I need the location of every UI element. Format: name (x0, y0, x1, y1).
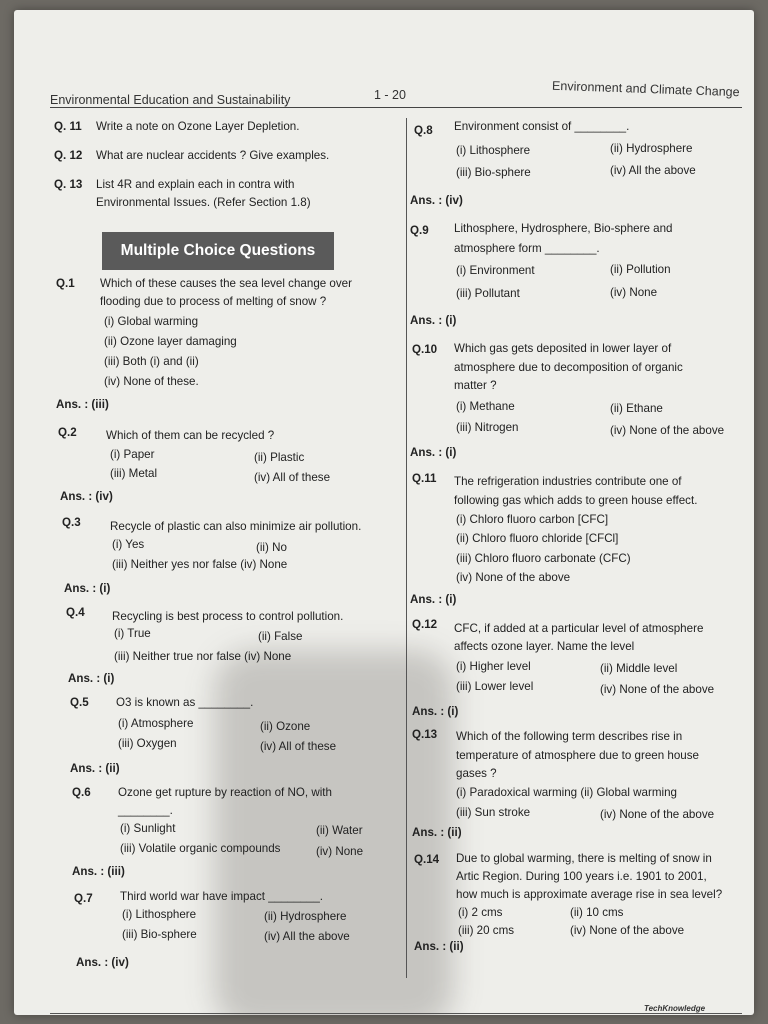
question-text: (iv) None of the above (600, 808, 715, 821)
question-text: Which of these causes the sea level change over (100, 277, 352, 290)
question-text: CFC, if added at a particular level of atmosphere (454, 622, 704, 635)
question-label: Q.13 (412, 728, 438, 741)
question-label: Q.4 (66, 606, 85, 619)
question-label: Ans. : (iii) (72, 865, 125, 878)
question-text: Recycle of plastic can also minimize air pollution. (110, 520, 362, 533)
question-label: Q.2 (58, 426, 77, 439)
question-label: Q.10 (412, 343, 438, 356)
question-text: affects ozone layer. Name the level (454, 640, 635, 653)
question-text: (i) True (114, 627, 151, 640)
question-label: Ans. : (iv) (410, 194, 463, 207)
question-label: Ans. : (ii) (70, 762, 120, 775)
question-label: Ans. : (i) (64, 582, 111, 595)
question-label: Q.1 (56, 277, 75, 290)
question-text: (iv) None (610, 286, 658, 299)
question-text: (iv) None of the above (456, 571, 571, 584)
question-text: (ii) Ozone (260, 720, 311, 733)
question-text: (iv) None of these. (104, 375, 199, 388)
question-text: following gas which adds to green house effect. (454, 494, 698, 507)
question-text: (ii) Chloro fluoro chloride [CFCl] (456, 532, 619, 545)
question-label: Ans. : (i) (410, 314, 457, 327)
question-label: Q. 12 (54, 149, 83, 162)
question-text: (ii) Pollution (610, 263, 671, 276)
question-text: (iv) None of the above (600, 683, 715, 696)
question-text: (iii) Pollutant (456, 287, 520, 300)
question-text: (iv) All of these (254, 471, 331, 484)
question-text: Which gas gets deposited in lower layer of (454, 342, 672, 355)
question-label: Ans. : (iv) (76, 956, 129, 969)
question-label: Ans. : (ii) (412, 826, 462, 839)
question-text: (i) Paper (110, 448, 155, 461)
question-text: Environment consist of ________. (454, 120, 630, 133)
question-text: What are nuclear accidents ? Give examples. (96, 149, 330, 162)
question-label: Ans. : (i) (412, 705, 459, 718)
question-text: (ii) Hydrosphere (264, 910, 347, 923)
question-text: Artic Region. During 100 years i.e. 1901 to 2001, (456, 870, 707, 883)
question-label: Q.14 (414, 853, 440, 866)
publisher-logo: TechKnowledge (644, 1004, 706, 1013)
question-text: atmosphere form ________. (454, 242, 600, 255)
question-text: (iii) Bio-sphere (122, 928, 197, 941)
question-label: Ans. : (i) (410, 593, 457, 606)
question-text: (ii) Ozone layer damaging (104, 335, 237, 348)
question-text: ________. (118, 804, 173, 817)
question-text: (ii) Plastic (254, 451, 305, 464)
column-divider (406, 118, 407, 978)
question-label: Q.6 (72, 786, 91, 799)
question-text: (i) Paradoxical warming (ii) Global warming (456, 786, 677, 799)
footer-rule (50, 1013, 742, 1014)
question-text: Recycling is best process to control pollution. (112, 610, 344, 623)
header-subject: Environmental Education and Sustainability (50, 93, 291, 107)
question-label: Ans. : (iv) (60, 490, 113, 503)
question-text: (i) Atmosphere (118, 717, 194, 730)
question-text: (iii) Neither yes nor false (iv) None (112, 558, 288, 571)
question-label: Q.9 (410, 224, 429, 237)
header-rule (50, 107, 742, 108)
question-label: Ans. : (i) (410, 446, 457, 459)
question-text: (ii) Water (316, 824, 363, 837)
question-label: Q.5 (70, 696, 89, 709)
question-text: List 4R and explain each in contra with (96, 178, 295, 191)
question-text: (i) Lithosphere (122, 908, 197, 921)
question-text: (ii) No (256, 541, 287, 554)
question-text: how much is approximate average rise in sea level? (456, 888, 723, 901)
question-text: (i) Environment (456, 264, 535, 277)
question-label: Q.8 (414, 124, 433, 137)
question-text: (iv) None (316, 845, 364, 858)
question-text: (ii) Ethane (610, 402, 663, 415)
question-text: (iii) Volatile organic compounds (120, 842, 281, 855)
question-label: Q.12 (412, 618, 438, 631)
question-text: Third world war have impact ________. (120, 890, 323, 903)
question-text: Environmental Issues. (Refer Section 1.8) (96, 196, 311, 209)
question-label: Ans. : (i) (68, 672, 115, 685)
question-text: atmosphere due to decomposition of organic (454, 361, 683, 374)
question-text: (iv) None of the above (570, 924, 685, 937)
question-text: (iv) All the above (264, 930, 350, 943)
question-text: (i) Yes (112, 538, 145, 551)
question-text: (iii) Metal (110, 467, 158, 480)
question-text: Ozone get rupture by reaction of NO, with (118, 786, 332, 799)
question-text: The refrigeration industries contribute one of (454, 475, 682, 488)
question-text: (ii) Hydrosphere (610, 142, 693, 155)
question-text: temperature of atmosphere due to green house (456, 749, 699, 762)
question-text: (iv) None of the above (610, 424, 725, 437)
section-title: Multiple Choice Questions (102, 232, 334, 270)
question-text: Due to global warming, there is melting of snow in (456, 852, 712, 865)
question-label: Q.7 (74, 892, 93, 905)
header-chapter: Environment and Climate Change (551, 78, 740, 100)
question-text: (iv) All of these (260, 740, 337, 753)
question-text: flooding due to process of melting of snow ? (100, 295, 327, 308)
question-text: (iii) Chloro fluoro carbonate (CFC) (456, 552, 631, 565)
question-text: (iii) Nitrogen (456, 421, 519, 434)
question-text: (i) 2 cms (458, 906, 503, 919)
question-label: Q. 13 (54, 178, 83, 191)
question-text: (iii) Lower level (456, 680, 534, 693)
question-text: Which of the following term describes rise in (456, 730, 683, 743)
question-text: (i) Methane (456, 400, 515, 413)
question-text: (i) Higher level (456, 660, 531, 673)
question-text: O3 is known as ________. (116, 696, 254, 709)
question-label: Q.3 (62, 516, 81, 529)
question-text: gases ? (456, 767, 497, 780)
question-label: Q.11 (412, 472, 437, 485)
question-text: (ii) Middle level (600, 662, 678, 675)
question-text: (iii) 20 cms (458, 924, 515, 937)
header-page-number: 1 - 20 (374, 88, 406, 102)
question-text: (iii) Both (i) and (ii) (104, 355, 199, 368)
question-text: Write a note on Ozone Layer Depletion. (96, 120, 300, 133)
question-text: (iii) Oxygen (118, 737, 177, 750)
question-label: Ans. : (ii) (414, 940, 464, 953)
question-text: (iii) Bio-sphere (456, 166, 531, 179)
question-text: (i) Global warming (104, 315, 199, 328)
question-text: (iv) All the above (610, 164, 696, 177)
question-text: (i) Lithosphere (456, 144, 531, 157)
question-text: Which of them can be recycled ? (106, 429, 275, 442)
question-label: Ans. : (iii) (56, 398, 109, 411)
question-text: (ii) False (258, 630, 303, 643)
question-text: (i) Sunlight (120, 822, 176, 835)
question-text: matter ? (454, 379, 497, 392)
textbook-page (14, 10, 754, 1015)
question-text: Lithosphere, Hydrosphere, Bio-sphere and (454, 222, 673, 235)
question-text: (iii) Sun stroke (456, 806, 531, 819)
question-text: (ii) 10 cms (570, 906, 624, 919)
question-label: Q. 11 (54, 120, 82, 133)
question-text: (i) Chloro fluoro carbon [CFC] (456, 513, 609, 526)
question-text: (iii) Neither true nor false (iv) None (114, 650, 292, 663)
